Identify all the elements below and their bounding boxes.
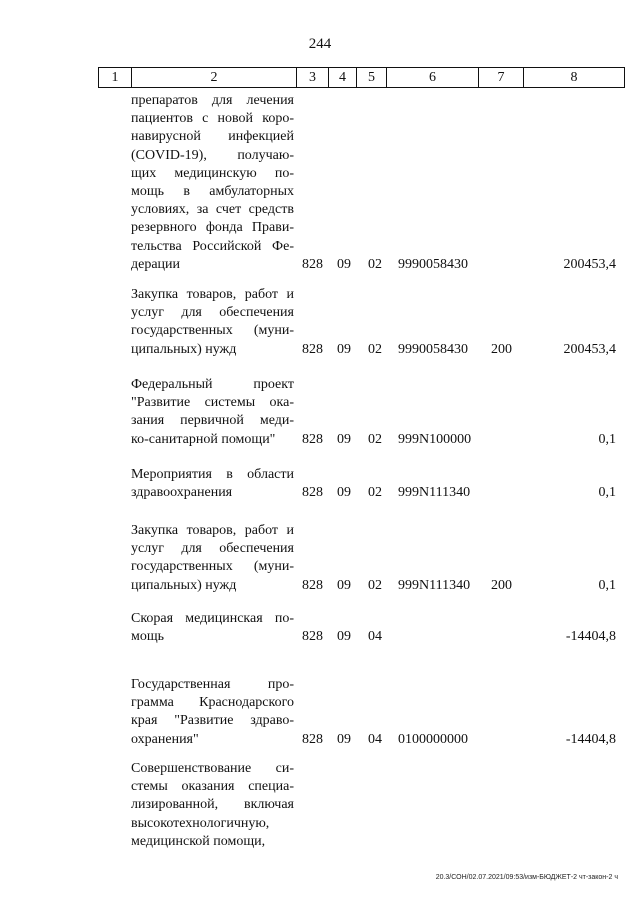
description-line: услуг для обеспечения: [131, 305, 294, 321]
header-cell-5: 5: [357, 68, 387, 87]
page-number: 244: [308, 36, 332, 52]
row-cell-c3: 828: [302, 341, 323, 357]
header-cell-6: 6: [387, 68, 479, 87]
row-description: [131, 466, 294, 502]
description-line: охранения": [131, 731, 199, 747]
row-description: [131, 522, 294, 595]
description-line: условиях, за счет средств: [131, 202, 294, 218]
header-cell-1: 1: [99, 68, 132, 87]
row-cell-c7: 200: [491, 341, 512, 357]
description-line: Федеральный проект: [131, 377, 294, 392]
row-cell-c3: 828: [302, 485, 323, 501]
description-line: зания первичной меди-: [131, 413, 294, 429]
header-cell-2: 2: [132, 68, 297, 87]
row-cell-c4: 09: [337, 731, 351, 747]
description-line: Скорая медицинская по-: [131, 611, 294, 626]
row-cell-c3: 828: [302, 629, 323, 645]
row-cell-c3: 828: [302, 431, 323, 447]
row-description: [131, 376, 294, 449]
description-line: услуг для обеспечения: [131, 541, 294, 557]
description-line: Мероприятия в области: [131, 467, 294, 482]
row-cell-c5: 04: [368, 731, 382, 747]
description-line: дерации: [131, 256, 181, 272]
row-cell-c8: -14404,8: [565, 731, 616, 747]
row-cell-c8: 0,1: [598, 431, 616, 447]
row-cell-c4: 09: [337, 577, 351, 593]
row-cell-c4: 09: [337, 431, 351, 447]
description-line: государственных (муни-: [131, 559, 294, 575]
row-description: [131, 92, 294, 274]
row-cell-c5: 02: [368, 431, 382, 447]
row-cell-c5: 02: [368, 341, 382, 357]
row-description: [131, 610, 294, 646]
description-line: (COVID-19), получаю-: [131, 147, 294, 163]
description-line: Государственная про-: [131, 677, 294, 692]
row-cell-c6: 9990058430: [398, 341, 468, 357]
row-cell-c4: 09: [337, 341, 351, 357]
row-cell-c7: 200: [491, 577, 512, 593]
row-cell-c4: 09: [337, 256, 351, 272]
description-line: стемы оказания специа-: [131, 779, 294, 795]
row-cell-c6: 999N111340: [398, 577, 471, 593]
header-cell-8: 8: [570, 69, 578, 85]
row-description: [131, 760, 294, 851]
description-line: края "Развитие здраво-: [131, 713, 294, 729]
description-line: Закупка товаров, работ и: [131, 523, 294, 538]
description-line: резервного фонда Прави-: [131, 220, 294, 236]
row-cell-c8: 0,1: [598, 577, 616, 593]
row-cell-c6: 0100000000: [398, 731, 468, 747]
header-cell-3: 3: [297, 68, 329, 87]
table-header: [98, 67, 625, 88]
description-line: навирусной инфекцией: [131, 129, 294, 145]
description-line: ципальных) нужд: [131, 577, 237, 593]
row-cell-c6: 999N100000: [398, 431, 472, 447]
description-line: мощь в амбулаторных: [131, 184, 294, 200]
description-line: государственных (муни-: [131, 323, 294, 339]
description-line: грамма Краснодарского: [131, 695, 294, 711]
row-cell-c5: 02: [368, 577, 382, 593]
row-cell-c6: 999N111340: [398, 485, 471, 501]
row-cell-c5: 02: [368, 485, 382, 501]
description-line: высокотехнологичную,: [131, 815, 270, 831]
description-line: здравоохранения: [131, 485, 233, 501]
description-line: медицинской помощи,: [131, 833, 266, 849]
row-cell-c8: 200453,4: [563, 256, 616, 272]
row-cell-c8: 200453,4: [563, 341, 616, 357]
description-line: мощь: [131, 629, 165, 645]
row-description: [131, 286, 294, 359]
row-cell-c5: 04: [368, 629, 382, 645]
row-cell-c3: 828: [302, 577, 323, 593]
row-cell-c4: 09: [337, 629, 351, 645]
row-cell-c5: 02: [368, 256, 382, 272]
description-line: тельства Российской Фе-: [131, 238, 294, 254]
footer-stamp: 20.3/СОН/02.07.2021/09:53/изм-БЮДЖЕТ-2 чт-закон-2 ч: [435, 874, 618, 881]
description-line: Совершенствование си-: [131, 761, 294, 776]
header-cell-7: 7: [479, 68, 524, 87]
description-line: лизированной, включая: [131, 797, 294, 813]
description-line: ко-санитарной помощи": [131, 431, 276, 447]
row-cell-c3: 828: [302, 731, 323, 747]
row-description: [131, 676, 294, 749]
row-cell-c8: 0,1: [598, 485, 616, 501]
description-line: Закупка товаров, работ и: [131, 287, 294, 302]
header-cell-4: 4: [329, 68, 357, 87]
description-line: ципальных) нужд: [131, 341, 237, 357]
description-line: щих медицинскую по-: [131, 165, 294, 181]
row-cell-c4: 09: [337, 485, 351, 501]
row-cell-c8: -14404,8: [565, 629, 616, 645]
row-cell-c3: 828: [302, 256, 323, 272]
description-line: пациентов с новой коро-: [131, 111, 294, 127]
row-cell-c6: 9990058430: [398, 256, 468, 272]
description-line: "Развитие системы ока-: [131, 395, 294, 411]
description-line: препаратов для лечения: [131, 93, 294, 108]
